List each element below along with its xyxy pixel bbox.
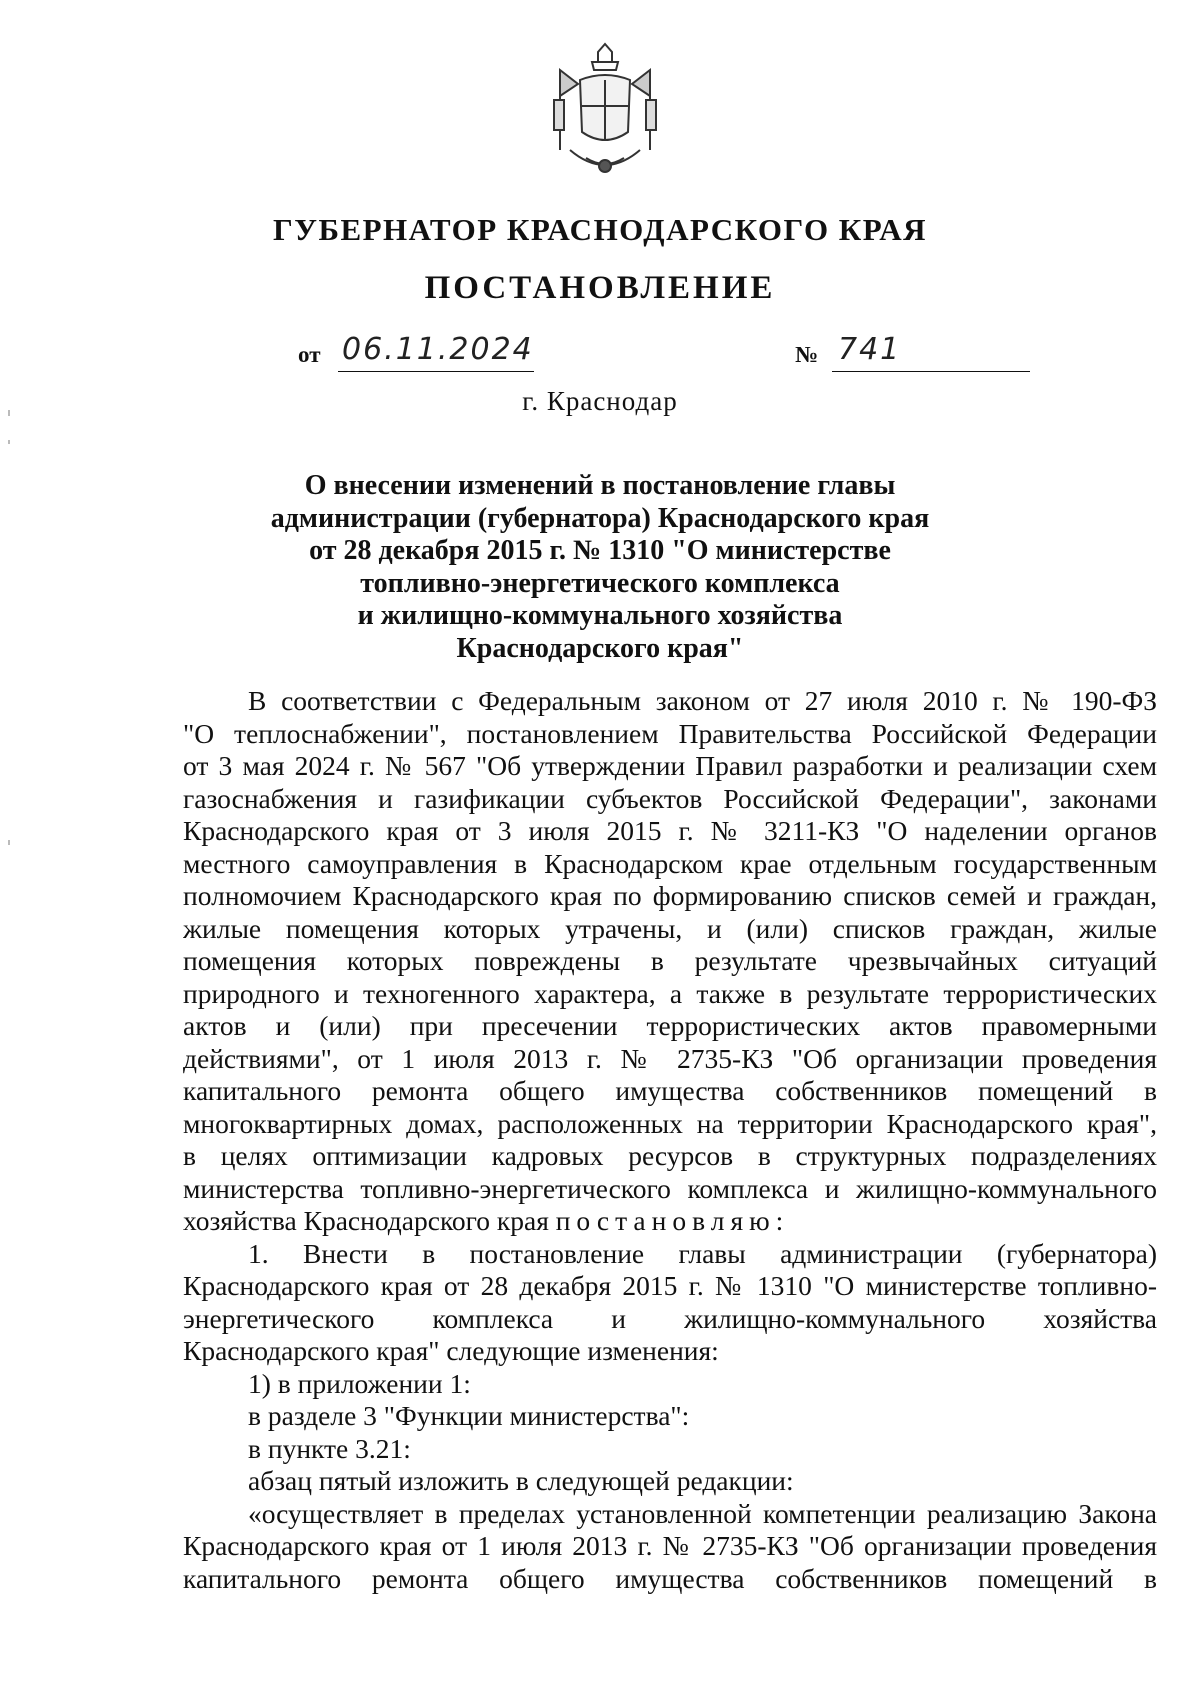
body-line: природного и техногенного характера, а также в результате террористических	[183, 977, 1157, 1009]
item-1-line: 1. Внести в постановление главы администрации (губернатора)	[248, 1237, 1157, 1269]
number-underline	[832, 371, 1030, 372]
body-line: В соответствии с Федеральным законом от 27 июля 2010 г. № 190-ФЗ	[248, 685, 1157, 716]
item-1-line: Краснодарского края" следующие изменения:	[183, 1335, 719, 1366]
document-type: ПОСТАНОВЛЕНИЕ	[424, 270, 776, 306]
number-label: №	[795, 342, 819, 367]
quote-line: «осуществляет в пределах установленной компетенции реализацию Закона	[248, 1497, 1157, 1529]
quote-line: капитального ремонта общего имущества собственников помещений в	[183, 1562, 1157, 1594]
document-title	[0, 470, 1200, 665]
decree-prefix: хозяйства Краснодарского края	[183, 1205, 549, 1236]
krasnodar-krai-coat-of-arms-icon	[540, 40, 670, 190]
body-line: "О теплоснабжении", постановлением Правительства Российской Федерации	[183, 717, 1157, 749]
title-line: Краснодарского края"	[456, 632, 744, 664]
title-line: администрации (губернатора) Краснодарского края	[270, 502, 930, 534]
sub-item-line: в пункте 3.21:	[248, 1432, 411, 1464]
body-line: газоснабжения и газификации субъектов Российской Федерации", законами	[183, 782, 1157, 814]
decree-word: постановляю:	[555, 1205, 790, 1236]
body-line: многоквартирных домах, расположенных на территории Краснодарского края",	[183, 1107, 1157, 1139]
body-line: министерства топливно-энергетического комплекса и жилищно-коммунального	[183, 1172, 1157, 1204]
title-line: и жилищно-коммунального хозяйства	[357, 600, 843, 631]
date-underline	[338, 371, 534, 372]
item-1-line: энергетического комплекса и жилищно-коммунального хозяйства	[183, 1302, 1157, 1334]
scan-artifact	[8, 440, 10, 444]
body-line: актов и (или) при пресечении террористических актов правомерными	[183, 1010, 1157, 1041]
city: г. Краснодар	[522, 386, 678, 416]
scan-artifact	[8, 410, 10, 416]
body-line: в целях оптимизации кадровых ресурсов в структурных подразделениях	[183, 1140, 1157, 1171]
sub-item-line: абзац пятый изложить в следующей редакции:	[248, 1465, 794, 1496]
body-line: Краснодарского края от 3 июля 2015 г. № 3211-КЗ "О наделении органов	[183, 815, 1157, 846]
number-value-handwritten: 741	[838, 332, 902, 367]
body-line: капитального ремонта общего имущества собственников помещений в	[183, 1075, 1157, 1106]
date-label: от	[298, 342, 321, 367]
scan-artifact	[8, 840, 10, 845]
sub-item-line: 1) в приложении 1:	[248, 1367, 471, 1399]
date-value-handwritten: 06.11.2024	[342, 332, 534, 367]
decree-line	[183, 1205, 1157, 1238]
item-1-line: Краснодарского края от 28 декабря 2015 г. № 1310 "О министерстве топливно-	[183, 1270, 1157, 1301]
body-line: полномочием Краснодарского края по формированию списков семей и граждан,	[183, 880, 1157, 911]
sub-item-line: в разделе 3 "Функции министерства":	[248, 1400, 690, 1431]
title-line: топливно-энергетического комплекса	[360, 567, 840, 599]
issuing-authority: ГУБЕРНАТОР КРАСНОДАРСКОГО КРАЯ	[272, 212, 928, 247]
body-line: помещения которых повреждены в результате чрезвычайных ситуаций	[183, 945, 1157, 976]
body-line: от 3 мая 2024 г. № 567 "Об утверждении Правил разработки и реализации схем	[183, 750, 1157, 781]
body-line: жилые помещения которых утрачены, и (или) списков граждан, жилые	[183, 912, 1157, 944]
body-line: действиями", от 1 июля 2013 г. № 2735-КЗ "Об организации проведения	[183, 1042, 1157, 1074]
body-line: местного самоуправления в Краснодарском крае отдельным государственным	[183, 847, 1157, 879]
date-number-row	[0, 332, 1200, 376]
document-body	[183, 685, 1157, 1595]
title-line: О внесении изменений в постановление главы	[304, 470, 896, 501]
quote-line: Краснодарского края от 1 июля 2013 г. № 2735-КЗ "Об организации проведения	[183, 1530, 1157, 1561]
title-line: от 28 декабря 2015 г. № 1310 "О министерстве	[309, 535, 891, 566]
